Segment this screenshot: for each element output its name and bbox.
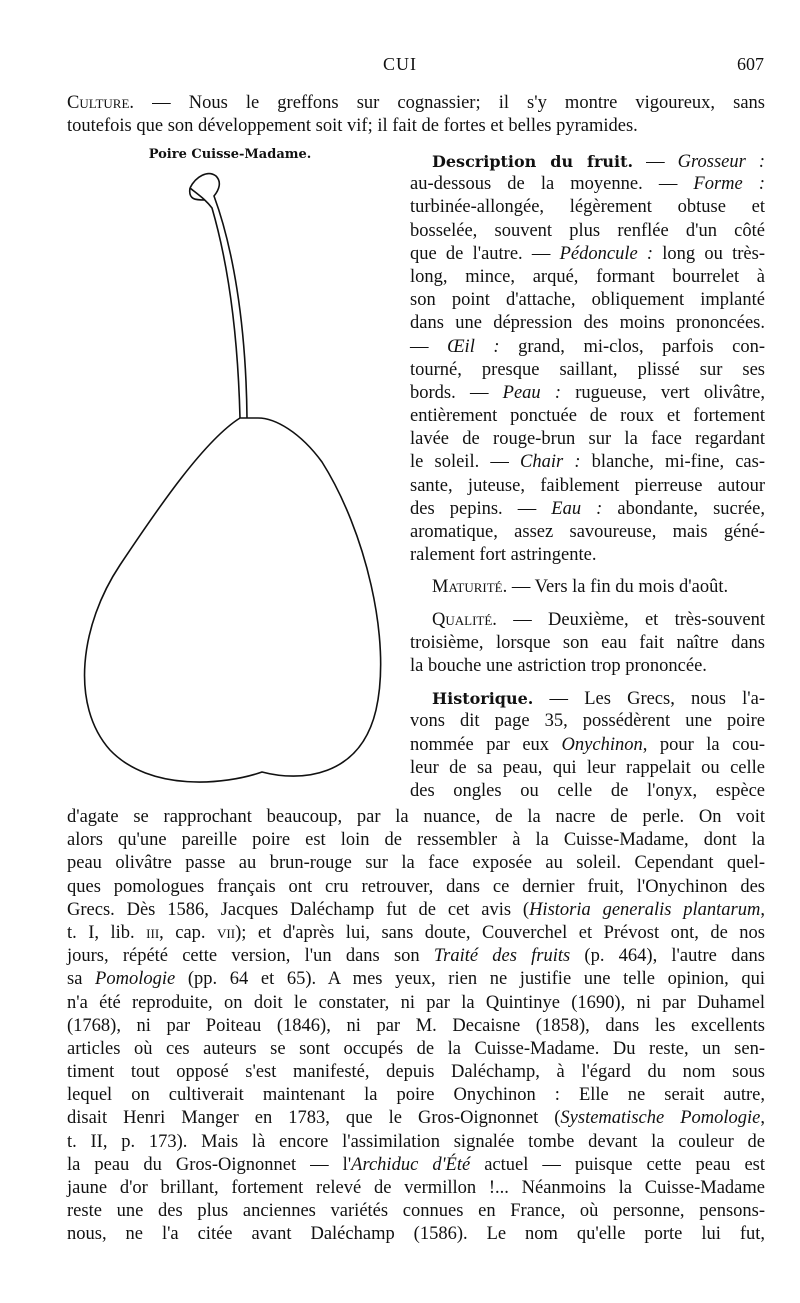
text-line	[67, 899, 765, 922]
text-line	[410, 521, 765, 544]
italic-text: Systematische Pomologie	[560, 1108, 761, 1129]
text-line	[410, 576, 765, 599]
text-line	[410, 655, 765, 678]
text-line	[410, 734, 765, 757]
text-line	[410, 336, 765, 359]
text-line	[410, 312, 765, 335]
text: Grecs. Dès 1586, Jacques Daléchamp fut de cet avis (	[67, 899, 530, 920]
text: aromatique, assez savoureuse, mais géné-	[410, 522, 765, 542]
text-line	[67, 92, 765, 115]
pear-body	[85, 418, 381, 782]
italic-text: Historia generalis plantarum	[529, 899, 761, 920]
paragraph	[67, 92, 765, 138]
text-line	[67, 945, 765, 968]
text: blanche, mi-fine, cas-	[580, 452, 766, 473]
small-caps-text: Qualité.	[432, 609, 497, 630]
text: (1768), ni par Poiteau (1846), ni par M. Decaisne (1858), dans les excellents	[67, 1015, 765, 1036]
text: articles où ces auteurs se sont occupés de la Cuisse-Madame. Du reste, un sen-	[67, 1038, 765, 1059]
text-line	[410, 428, 765, 451]
italic-text: Pomologie	[95, 969, 176, 990]
page-number: 607	[737, 54, 764, 74]
text-line	[410, 780, 765, 803]
text: long ou très-	[653, 243, 765, 264]
text: t. II, p. 173). Mais là encore l'assimilation signalée tombe devant la couleur de	[67, 1131, 765, 1152]
text: (p. 464), l'autre dans	[570, 946, 765, 967]
text: dans une dépression des moins prononcées.	[410, 313, 765, 334]
pear-illustration	[60, 165, 400, 805]
text-line	[67, 968, 765, 991]
text: tourné, presque saillant, plissé sur ses	[410, 359, 765, 380]
text: lequel on cultiverait maintenant la poire Onychinon : Elle ne serait autre,	[67, 1085, 765, 1106]
text: nommée par eux	[410, 734, 562, 755]
text-line	[67, 1177, 765, 1200]
text: rugueuse, vert olivâtre,	[561, 382, 765, 403]
text: jaune d'or brillant, fortement relevé de vermillon !... Néanmoins la Cuisse-Madame	[67, 1178, 765, 1198]
text-line	[67, 922, 765, 945]
italic-text: Grosseur :	[677, 152, 766, 172]
pear-stem	[190, 174, 247, 418]
text: —	[410, 336, 448, 357]
right-column-text	[410, 150, 765, 812]
text: la peau du Gros-Oignonnet — l'	[67, 1154, 352, 1175]
text: d'agate se rapprochant beaucoup, par la nuance, de la nacre de perle. On voit	[67, 807, 765, 827]
text: — Les Grecs, nous l'a-	[533, 689, 765, 710]
text: au-dessous de la moyenne. —	[410, 174, 694, 195]
text-line	[410, 173, 765, 196]
text-line	[410, 196, 765, 219]
text: bords. —	[410, 382, 503, 403]
paragraph	[410, 609, 765, 679]
text: son point d'attache, obliquement implanté	[410, 290, 765, 311]
text-line	[410, 359, 765, 382]
small-caps-text: Maturité.	[432, 577, 508, 598]
text-line	[67, 852, 765, 875]
text: ,	[760, 1108, 765, 1129]
text: bosselée, souvent plus renflée d'un côté	[410, 220, 765, 241]
text-line	[67, 1154, 765, 1177]
italic-text: Peau :	[502, 382, 562, 403]
text: nous, ne l'a citée avant Daléchamp (1586). Le nom qu'elle porte lui fut,	[67, 1224, 765, 1245]
text: ); et d'après lui, sans doute, Couverchel et Prévost ont, de nos	[235, 922, 765, 943]
italic-text: Eau :	[551, 498, 603, 519]
text: entièrement ponctuée de roux et fortement	[410, 406, 765, 427]
text-line	[410, 382, 765, 405]
text-line	[410, 150, 765, 173]
text: des ongles ou celle de l'onyx, espèce	[410, 780, 765, 801]
italic-text: Chair :	[520, 452, 581, 473]
text-line	[410, 687, 765, 710]
text: t. I, lib.	[67, 922, 147, 943]
text: —	[633, 152, 678, 172]
text-line	[410, 544, 765, 567]
text: long, mince, arqué, formant bourrelet à	[410, 266, 765, 287]
text-line	[410, 757, 765, 780]
text-line	[410, 609, 765, 632]
text: timent tout opposé s'est manifesté, depuis Daléchamp, à l'égard du nom sous	[67, 1062, 765, 1083]
text: disait Henri Manger en 1783, que le Gros-Oignonnet (	[67, 1108, 561, 1129]
text: turbinée-allongée, légèrement obtuse et	[410, 197, 765, 218]
text-line	[410, 632, 765, 655]
text: abondante, sucrée,	[602, 498, 765, 519]
text: troisième, lorsque son eau fait naître dans	[410, 632, 765, 653]
text: ralement fort astringente.	[410, 545, 597, 566]
text: alors qu'une pareille poire est loin de ressembler à la Cuisse-Madame, dont la	[67, 830, 765, 851]
text-line	[67, 806, 765, 829]
bold-heading: Description du fruit.	[432, 152, 634, 171]
text-line	[67, 1200, 765, 1223]
text: la bouche une astriction trop prononcée.	[410, 655, 707, 676]
paragraph	[67, 806, 765, 1247]
text-line	[410, 405, 765, 428]
text: peau olivâtre passe au brun-rouge sur la face exposée au soleil. Cependant quel-	[67, 853, 765, 874]
text: n'a été reproduite, on doit le constater, ni par la Quintinye (1690), ni par Duhamel	[67, 992, 765, 1013]
italic-text: Archiduc d'Été	[351, 1154, 471, 1175]
text-line	[67, 1084, 765, 1107]
paragraph	[410, 687, 765, 803]
text-line	[410, 451, 765, 474]
text: , pour la cou-	[642, 734, 765, 755]
text-line	[67, 1107, 765, 1130]
text: (pp. 64 et 65). A mes yeux, rien ne justifie une telle opinion, qui	[175, 969, 765, 990]
text-line	[410, 498, 765, 521]
text-line	[410, 220, 765, 243]
text: actuel — puisque cette peau est	[470, 1154, 765, 1175]
text-line	[67, 992, 765, 1015]
text: reste une des plus anciennes variétés connues en France, où personne, pensons-	[67, 1201, 765, 1222]
culture-paragraph	[67, 92, 765, 147]
text: sante, juteuse, faiblement pierreuse autour	[410, 475, 765, 496]
text: jours, répété cette version, l'un dans son	[67, 946, 434, 967]
italic-text: Forme :	[693, 174, 766, 195]
text: — Nous le greffons sur cognassier; il s'y montre vigoureux, sans	[134, 93, 765, 113]
text-line	[410, 710, 765, 733]
text-line	[67, 115, 765, 138]
text: grand, mi-clos, parfois con-	[499, 336, 766, 357]
text: le soleil. —	[410, 452, 521, 473]
text: — Deuxième, et très-souvent	[496, 609, 765, 630]
text: , cap.	[159, 922, 218, 943]
text: ,	[760, 899, 765, 920]
small-caps-text: Culture.	[67, 93, 135, 113]
text-line	[67, 1038, 765, 1061]
paragraph	[410, 576, 765, 599]
text: lavée de rouge-brun sur la face regardant	[410, 429, 765, 450]
text: toutefois que son développement soit vif; il fait de fortes et belles pyramides.	[67, 116, 638, 137]
text-line	[67, 829, 765, 852]
small-caps-text: iii	[146, 922, 160, 943]
full-width-text	[67, 806, 765, 1256]
text-line	[410, 266, 765, 289]
text: leur de sa peau, qui leur rappelait ou celle	[410, 757, 765, 778]
figure-caption: Poire Cuisse-Madame.	[148, 147, 312, 162]
text-line	[410, 243, 765, 266]
text: sa	[67, 969, 96, 990]
text-line	[67, 1015, 765, 1038]
italic-text: Traité des fruits	[433, 946, 571, 967]
italic-text: Pédoncule :	[559, 243, 654, 264]
italic-text: Œil :	[447, 336, 500, 357]
small-caps-text: vii	[217, 922, 236, 943]
text-line	[67, 1131, 765, 1154]
bold-heading: Historique.	[432, 689, 534, 709]
text: que de l'autre. —	[410, 243, 560, 264]
text-line	[410, 475, 765, 498]
text: des pepins. —	[410, 498, 552, 519]
text-line	[67, 1061, 765, 1084]
text-line	[67, 876, 765, 899]
running-title: CUI	[383, 54, 417, 74]
text: — Vers la fin du mois d'août.	[507, 577, 729, 598]
text-line	[410, 289, 765, 312]
italic-text: Onychinon	[561, 734, 643, 755]
text: vons dit page 35, possédèrent une poire	[410, 711, 765, 732]
text-line	[67, 1223, 765, 1246]
paragraph	[410, 150, 765, 567]
text: ques pomologues français ont cru retrouver, dans ce dernier fruit, l'Onychinon des	[67, 876, 765, 897]
